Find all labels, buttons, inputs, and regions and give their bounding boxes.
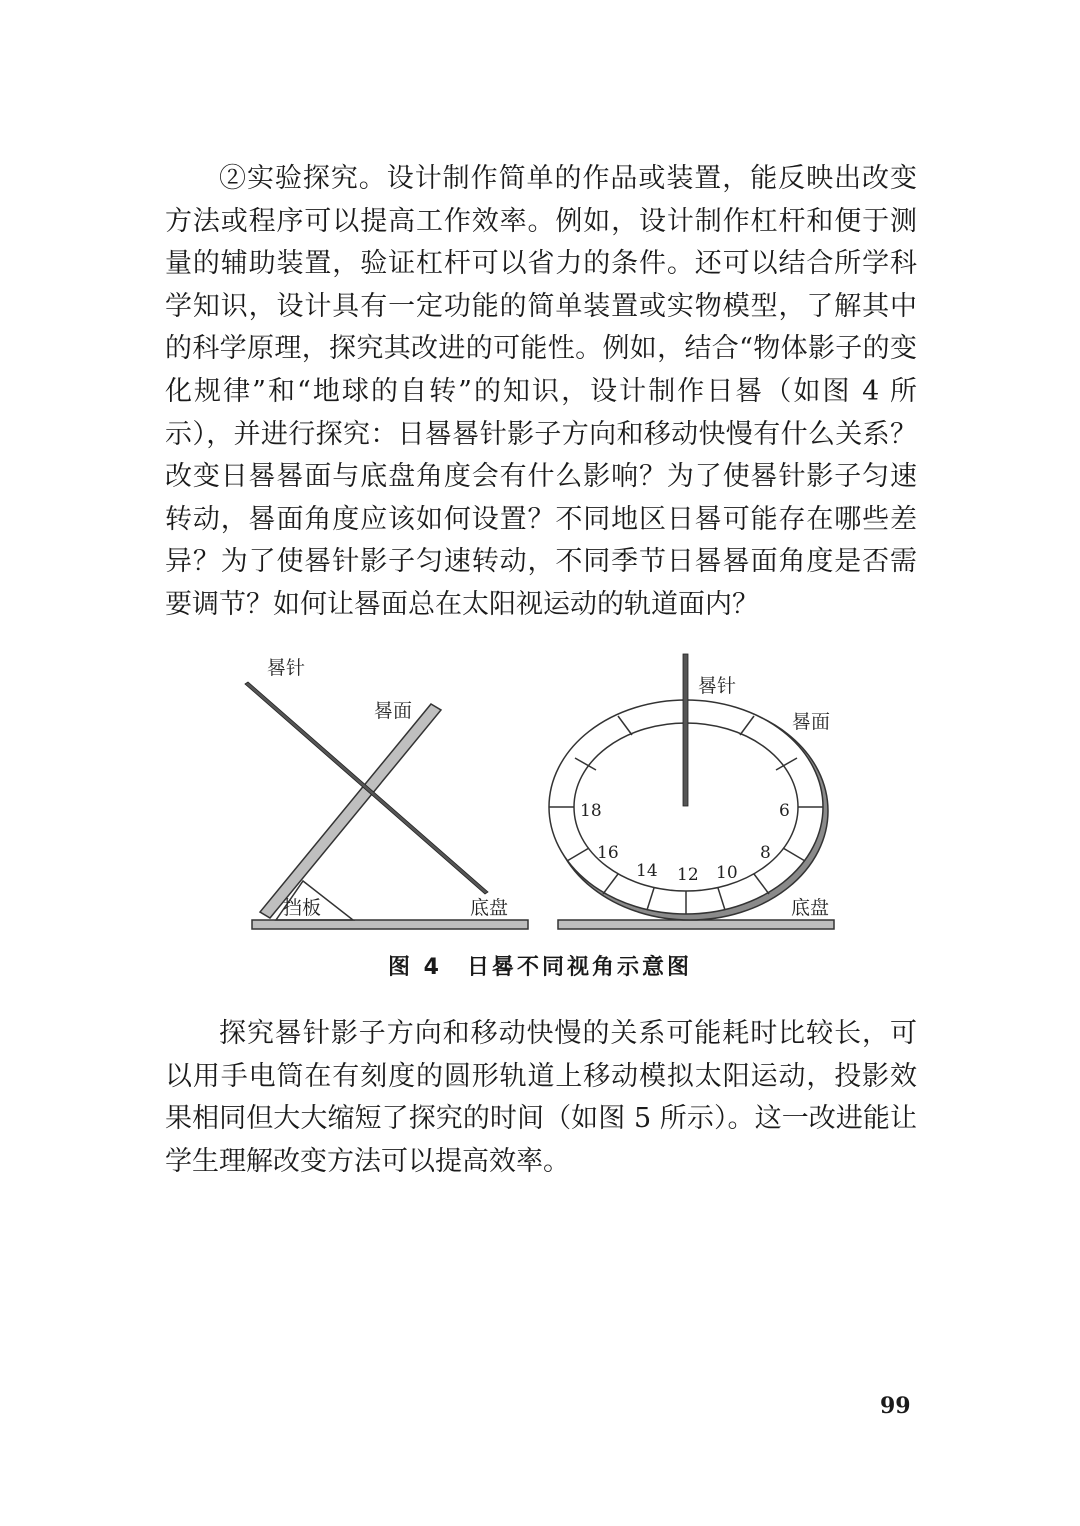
- sundial-figure: [240, 648, 840, 938]
- front-gnomon: [683, 654, 688, 806]
- body-paragraph-experiment: ②实验探究。设计制作简单的作品或装置，能反映出改变方法或程序可以提高工作效率。例如，设计制作杠杆和便于测量的辅助装置，验证杠杆可以省力的条件。还可以结合所学科学知识，设计具有一定功能的简单装置或实物模型，了解其中的科学原理，探究其改进的可能性。例如，结合“物体影子的变化规律”和“地球的自转”的知识，设计制作日晷（如图 4 所示），并进行探究：日晷晷针影子方向和移动快慢有什么关系？改变日晷晷面与底盘角度会有什么影响？为了使晷针影子匀速转动，晷面角度应该如何设置？不同地区日晷可能存在哪些差异？为了使晷针影子匀速转动，不同季节日晷晷面角度是否需要调节？如何让晷面总在太阳视运动的轨道面内？: [165, 163, 917, 620]
- front-base-plate: [558, 920, 834, 929]
- hour-mark-14: 14: [636, 861, 658, 881]
- front-gnomon-label: 晷针: [698, 675, 737, 697]
- hour-mark-18: 18: [580, 801, 602, 821]
- side-view-diagram: [245, 657, 528, 929]
- hour-mark-10: 10: [716, 863, 738, 883]
- figure-caption: 图 4 日晷不同视角示意图: [388, 955, 692, 980]
- hour-mark-8: 8: [760, 843, 771, 863]
- sundial-diagram: [240, 648, 840, 938]
- side-base-plate: [252, 920, 528, 929]
- hour-mark-12: 12: [677, 865, 699, 885]
- side-gnomon-label: 晷针: [267, 657, 306, 679]
- side-baffle-label: 挡板: [283, 897, 322, 919]
- side-dial-face: [260, 704, 441, 918]
- hour-mark-6: 6: [779, 801, 790, 821]
- page-number: 99: [880, 1393, 911, 1419]
- side-base-label: 底盘: [470, 897, 509, 919]
- front-dial-face-label: 晷面: [792, 711, 831, 733]
- body-paragraph-improvement: 探究晷针影子方向和移动快慢的关系可能耗时比较长，可以用手电筒在有刻度的圆形轨道上移动模拟太阳运动，投影效果相同但大大缩短了探究的时间（如图 5 所示）。这一改进能让学生理解改变方法可以提高效率。: [165, 1018, 917, 1177]
- hour-mark-16: 16: [597, 843, 619, 863]
- side-dial-face-label: 晷面: [374, 700, 413, 722]
- side-gnomon: [245, 682, 488, 894]
- front-view-diagram: [549, 654, 834, 929]
- front-base-label: 底盘: [791, 897, 830, 919]
